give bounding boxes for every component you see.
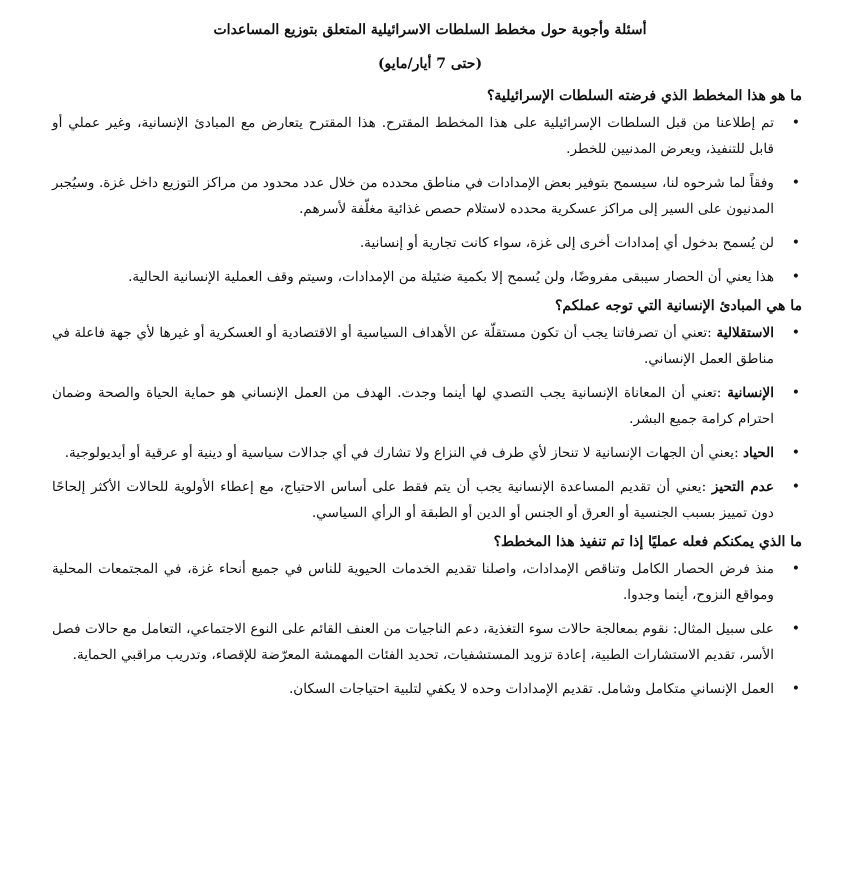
bullet-icon: •	[791, 621, 800, 637]
principle-term: الإنسانية	[727, 385, 774, 401]
list-item	[52, 380, 808, 432]
list-item: • العمل الإنساني متكامل وشامل. تقديم الإمدادات وحده لا يكفي لتلبية احتياجات السكان.	[52, 676, 808, 702]
question-heading: ما الذي يمكنكم فعله عمليًا إذا تم تنفيذ هذا المخطط؟	[493, 534, 802, 550]
list-item: • لن يُسمح بدخول أي إمدادات أخرى إلى غزة، سواء كانت تجارية أو إنسانية.	[52, 230, 808, 256]
list-item: • تم إطلاعنا من قبل السلطات الإسرائيلية على هذا المخطط المقترح. هذا المقترح يتعارض مع المبادئ الإنسانية، وغير عملي أو قابل للتنفيذ، ويعرض المدنيين للخطر.	[52, 110, 808, 162]
question-heading: ما هي المبادئ الإنسانية التي توجه عملكم؟	[554, 298, 802, 314]
bullet-icon: •	[791, 479, 800, 495]
principle-definition: :يعني أن الجهات الإنسانية لا تنحاز لأي طرف في النزاع ولا تشارك في أي جدالات سياسية أو دينية أو عرقية أو أيديولوجية.	[64, 445, 743, 461]
question-heading: ما هو هذا المخطط الذي فرضته السلطات الإسرائيلية؟	[486, 88, 802, 104]
bullet-icon: •	[791, 681, 800, 697]
bullet-icon: •	[791, 115, 800, 131]
list-item	[52, 320, 808, 372]
bullet-icon: •	[791, 385, 800, 401]
document-date: (حتى 7 أيار/مايو)	[377, 56, 483, 72]
principle-term: عدم التحيز	[711, 479, 774, 495]
bullet-icon: •	[791, 269, 800, 285]
bullet-icon: •	[791, 175, 800, 191]
bullet-list	[52, 556, 808, 702]
list-item: • هذا يعني أن الحصار سيبقى مفروضًا، ولن يُسمح إلا بكمية ضئيلة من الإمدادات، وسيتم وقف العملية الإنسانية الحالية.	[52, 264, 808, 290]
bullet-icon: •	[791, 235, 800, 251]
principle-term: الحياد	[743, 445, 774, 461]
list-item	[52, 474, 808, 526]
principle-definition: :تعني أن المعاناة الإنسانية يجب التصدي لها أينما وجدت. الهدف من العمل الإنساني هو حماية الحياة والصحة وضمان احترام كرامة جميع البشر.	[52, 385, 774, 427]
list-item: • على سبيل المثال: نقوم بمعالجة حالات سوء التغذية، دعم الناجيات من العنف القائم على النوع الاجتماعي، التعامل مع حالات فصل الأسر، تقديم الاستشارات الطبية، إعادة تزويد المستشفيات، تحديد الفئات المهمشة المعرّضة للإقصاء، وتدريب مراقبي الحماية.	[52, 616, 808, 668]
bullet-list	[52, 110, 808, 290]
list-item	[52, 440, 808, 466]
principle-definition: :تعني أن تصرفاتنا يجب أن تكون مستقلّة عن الأهداف السياسية أو الاقتصادية أو العسكرية أو غيرها لأي جهة فاعلة في مناطق العمل الإنساني.	[52, 325, 774, 367]
list-item: • منذ فرض الحصار الكامل وتناقص الإمدادات، واصلنا تقديم الخدمات الحيوية للناس في جميع أنحاء غزة، في المجتمعات المحلية ومواقع النزوح، أينما وجدوا.	[52, 556, 808, 608]
bullet-icon: •	[791, 325, 800, 341]
principle-term: الاستقلالية	[716, 325, 774, 341]
principle-definition: :يعني أن تقديم المساعدة الإنسانية يجب أن يتم فقط على أساس الاحتياج، مع إعطاء الأولوية للحالات الأكثر إلحاحًا دون تمييز بسبب الجنسية أو العرق أو الجنس أو الدين أو الطبقة أو الرأي السياسي.	[52, 479, 774, 521]
bullet-list	[52, 320, 808, 526]
bullet-icon: •	[791, 561, 800, 577]
list-item: • وفقاً لما شرحوه لنا، سيسمح بتوفير بعض الإمدادات في مناطق محدده من خلال عدد محدود من مراكز التوزيع داخل غزة. وسيُجبر المدنيون على السير إلى مراكز عسكرية محدده لاستلام حصص غذائية مغلّفة لأسرهم.	[52, 170, 808, 222]
document-title: أسئلة وأجوبة حول مخطط السلطات الاسرائيلية المتعلق بتوزيع المساعدات	[213, 22, 647, 38]
bullet-icon: •	[791, 445, 800, 461]
